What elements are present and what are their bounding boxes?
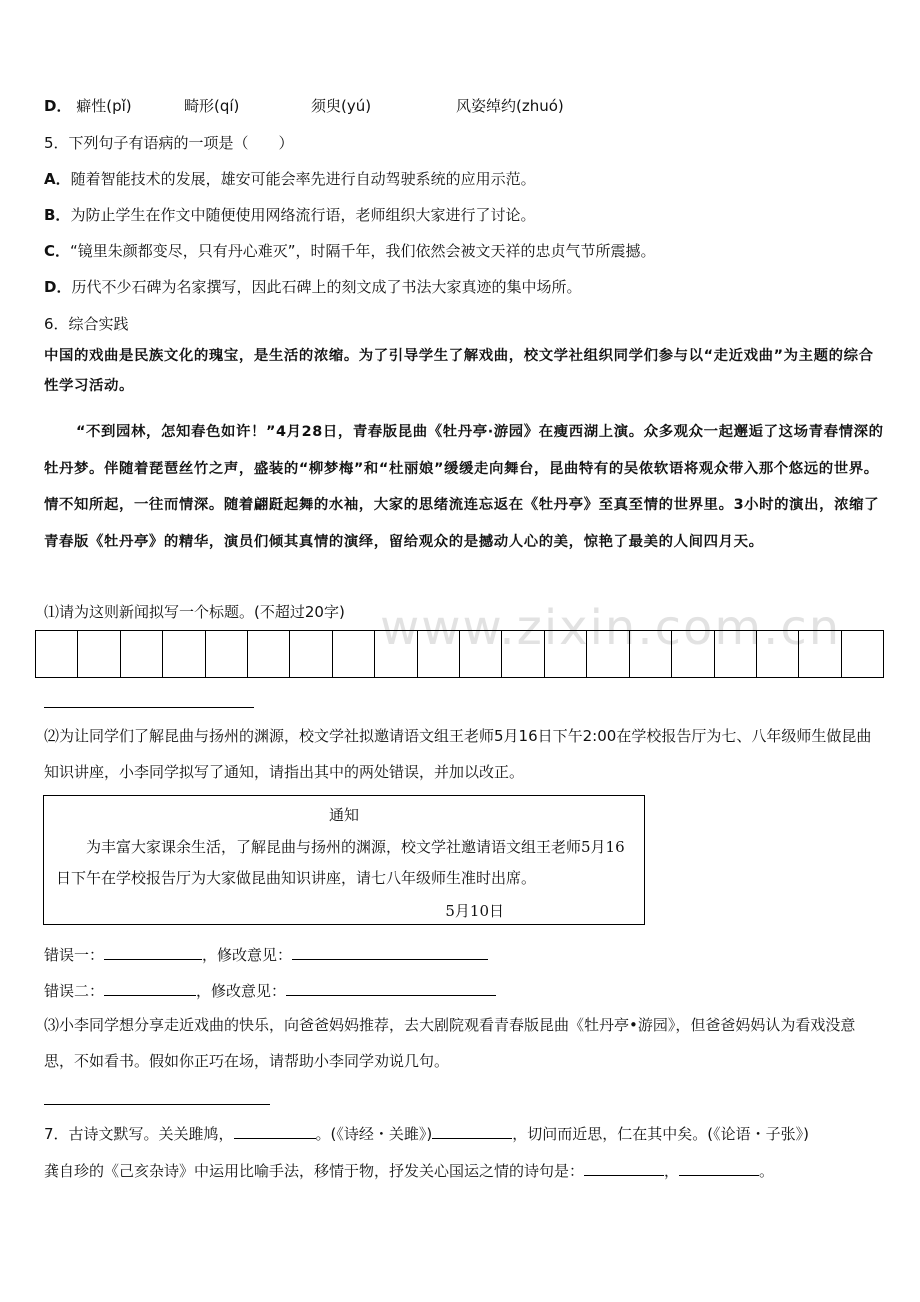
q7-line2 [44, 1159, 774, 1181]
notice-box [43, 795, 645, 925]
q7-text-f: 。 [759, 1162, 775, 1180]
grid-cell[interactable] [36, 631, 78, 677]
answer-line[interactable] [44, 707, 254, 708]
option-text: 随着智能技术的发展，雄安可能会率先进行自动驾驶系统的应用示范。 [70, 170, 536, 188]
grid-cell[interactable] [290, 631, 332, 677]
error-two-blank[interactable] [104, 979, 196, 996]
q7-text-a: 7．古诗文默写。关关雎鸠， [44, 1125, 234, 1143]
option-label: A． [44, 170, 71, 188]
q6-intro: 中国的戏曲是民族文化的瑰宝，是生活的浓缩。为了引导学生了解戏曲，校文学社组织同学们参与以“走近戏曲”为主题的综合性学习活动。 [44, 348, 874, 394]
grid-cell[interactable] [545, 631, 587, 677]
grid-cell[interactable] [587, 631, 629, 677]
grid-cell[interactable] [206, 631, 248, 677]
grid-cell[interactable] [333, 631, 375, 677]
grid-cell[interactable] [248, 631, 290, 677]
grid-cell[interactable] [630, 631, 672, 677]
q5-option-b [44, 205, 535, 225]
q7-text-e: ， [664, 1162, 680, 1180]
q7-blank-4[interactable] [679, 1159, 759, 1176]
grid-cell[interactable] [460, 631, 502, 677]
error-one-label: 错误一： [44, 946, 105, 964]
grid-cell[interactable] [375, 631, 417, 677]
option-text: 历代不少石碑为名家撰写，因此石碑上的刻文成了书法大家真迹的集中场所。 [71, 278, 582, 296]
q7-text-b: 。(《诗经・关雎》) [315, 1125, 433, 1143]
watermark: www.zixin.com.cn [380, 600, 842, 656]
error-one-row [44, 943, 488, 965]
error-two-row [44, 979, 496, 1001]
q5-option-d [44, 277, 581, 297]
notice-date: 5月10日 [445, 902, 504, 920]
grid-cell[interactable] [757, 631, 799, 677]
option-label: D． [44, 278, 72, 296]
q4d-item-1: 癖性(pǐ) [76, 97, 132, 115]
q6-sub3: ⑶小李同学想分享走近戏曲的快乐，向爸爸妈妈推荐，去大剧院观看青春版昆曲《牡丹亭•游园》，但爸爸妈妈认为看戏没意思，不如看书。假如你正巧在场，请帮助小李同学劝说几句。 [44, 1016, 856, 1070]
q5-option-a [44, 169, 536, 189]
q5-stem: 5．下列句子有语病的一项是（ ） [44, 134, 294, 152]
q7-text-d: 龚自珍的《己亥杂诗》中运用比喻手法，移情于物，抒发关心国运之情的诗句是： [44, 1162, 585, 1180]
grid-cell[interactable] [418, 631, 460, 677]
grid-cell[interactable] [121, 631, 163, 677]
q4d-item-4: 风姿绰约(zhuó) [456, 97, 564, 115]
answer-line[interactable] [44, 1104, 270, 1105]
error-two-fix-blank[interactable] [286, 979, 496, 996]
q6-stem: 6．综合实践 [44, 315, 129, 333]
q6-passage: “不到园林，怎知春色如许！”4月28日，青春版昆曲《牡丹亭·游园》在瘦西湖上演。众多观众一起邂逅了这场青春情深的牡丹梦。伴随着琵琶丝竹之声，盛装的“柳梦梅”和“杜丽娘”缓缓走向舞台，昆曲特有的吴侬软语将观众带入那个悠远的世界。情不知所起，一往而情深。随着翩跹起舞的水袖，大家的思绪流连忘返在《牡丹亭》至真至情的世界里。3小时的演出，浓缩了青春版《牡丹亭》的精华，演员们倾其真情的演绎，留给观众的是撼动人心的美，惊艳了最美的人间四月天。 [44, 424, 884, 550]
option-label: C． [44, 242, 71, 260]
q6-sub2: ⑵为让同学们了解昆曲与扬州的渊源，校文学社拟邀请语文组王老师5月16日下午2:00在学校报告厅为七、八年级师生做昆曲知识讲座，小李同学拟写了通知，请指出其中的两处错误，并加以改正。 [44, 727, 872, 781]
grid-cell[interactable] [842, 631, 883, 677]
notice-body: 为丰富大家课余生活，了解昆曲与扬州的渊源，校文学社邀请语文组王老师5月16日下午在学校报告厅为大家做昆曲知识讲座，请七八年级师生准时出席。 [56, 838, 625, 887]
q7-blank-3[interactable] [584, 1159, 664, 1176]
grid-cell[interactable] [672, 631, 714, 677]
option-text: 为防止学生在作文中随便使用网络流行语，老师组织大家进行了讨论。 [70, 206, 536, 224]
q4-option-d [44, 96, 564, 116]
answer-grid[interactable] [35, 630, 884, 678]
q6-sub1: ⑴请为这则新闻拟写一个标题。(不超过20字) [44, 603, 345, 621]
notice-title: 通知 [328, 806, 359, 824]
option-label: D． [44, 97, 72, 115]
error-one-fix-blank[interactable] [292, 943, 488, 960]
q7-blank-1[interactable] [234, 1122, 316, 1139]
q7-line1 [44, 1122, 809, 1144]
grid-cell[interactable] [715, 631, 757, 677]
error-one-blank[interactable] [104, 943, 202, 960]
grid-cell[interactable] [78, 631, 120, 677]
error-two-fix-label: ，修改意见： [196, 982, 287, 1000]
option-label: B． [44, 206, 71, 224]
q4d-item-2: 畸形(qí) [184, 97, 240, 115]
option-text: “镜里朱颜都变尽，只有丹心难灭”，时隔千年，我们依然会被文天祥的忠贞气节所震撼。 [70, 242, 656, 260]
grid-cell[interactable] [502, 631, 544, 677]
q7-text-c: ，切问而近思，仁在其中矣。(《论语・子张》) [512, 1125, 809, 1143]
q4d-item-3: 须臾(yú) [311, 97, 372, 115]
q7-blank-2[interactable] [432, 1122, 512, 1139]
error-one-fix-label: ，修改意见： [202, 946, 293, 964]
q5-option-c [44, 241, 656, 261]
grid-cell[interactable] [799, 631, 841, 677]
grid-cell[interactable] [163, 631, 205, 677]
error-two-label: 错误二： [44, 982, 105, 1000]
